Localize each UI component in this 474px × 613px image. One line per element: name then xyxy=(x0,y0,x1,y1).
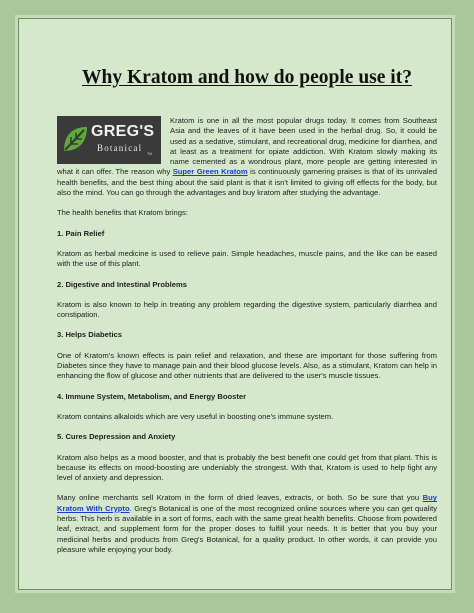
page-title: Why Kratom and how do people use it? xyxy=(82,67,412,88)
benefits-intro: The health benefits that Kratom brings: xyxy=(57,208,188,218)
section-heading-immune: 4. Immune System, Metabolism, and Energy Booster xyxy=(57,391,247,401)
section-body-immune: Kratom contains alkaloids which are very useful in boosting one's immune system. xyxy=(57,411,334,421)
section-heading-depression: 5. Cures Depression and Anxiety xyxy=(57,432,176,442)
section-body-diabetics: One of Kratom's known effects is pain relief and relaxation, and these are important for those suffering from Diabetes since they have to manage pain and their blood glucose levels. Also, as a stimulant, Kratom can help in enhancing the flow of glucose and other nutrients that are delivered to the user's muscle tissues. xyxy=(57,350,437,381)
intro-paragraph: Kratom is one in all the most popular drugs today. It comes from Southeast Asia and the leaves of it have been used in the herbal drug. So, it could be used as a sedative, stimulant, and recreational drug, medicine for diarrhea, and at least as a treatment for opiate addiction. With Kratom slowly making its name cemented as a wondrous plant, more people are getting interested in what it can offer. The reason why Super Green Kratom is continuously garnering praises is that of its unrivaled health benefits, and the best thing about the said plant is that it isn't limited to giving off effects for the body, but also the mind. You can go through the advantages and buy kratom after studying the advantage. xyxy=(57,116,437,198)
section-body-pain-relief: Kratom as herbal medicine is used to relieve pain. Simple headaches, muscle pains, and the like can be eased with the use of this plant. xyxy=(57,248,437,269)
leaf-icon xyxy=(62,125,89,153)
super-green-kratom-link[interactable]: Super Green Kratom xyxy=(172,167,248,177)
logo-brand-text: GREG'S xyxy=(91,123,155,140)
section-heading-diabetics: 3. Helps Diabetics xyxy=(57,330,122,340)
section-heading-digestive: 2. Digestive and Intestinal Problems xyxy=(57,279,187,289)
logo-trademark: TM xyxy=(147,152,153,156)
gregs-botanical-logo xyxy=(57,116,161,164)
buy-kratom-with-crypto-link[interactable]: Buy Kratom With Crypto xyxy=(57,493,437,513)
closing-paragraph: Many online merchants sell Kratom in the form of dried leaves, extracts, or both. So be sure that you Buy Kratom With Crypto. Greg's Botanical is one of the most recognized online sources where you can get quality herbs. This herb is available in a sort of forms, each with the same great health benefits. Choose from powdered leaf, extract, and supplement form for the proper doses to fulfill your needs. It is better that you buy your medicinal herbs and products from Greg's Botanical, for a quality product. In other words, it can provide you pleasure while enjoying your body. xyxy=(57,493,437,554)
document-content xyxy=(57,66,437,565)
section-heading-pain-relief: 1. Pain Relief xyxy=(57,228,105,238)
document-page xyxy=(18,18,452,590)
section-body-depression: Kratom also helps as a mood booster, and that is probably the best benefit one could get from that plant. This is because its effects on mood-boosting are undeniably the strongest. With that, Kratom is used to help fight any level of anxiety and depression. xyxy=(57,452,437,483)
section-body-digestive: Kratom is also known to help in treating any problem regarding the digestive system, particularly diarrhea and constipation. xyxy=(57,299,437,320)
logo-sub-text: Botanical xyxy=(97,143,143,153)
